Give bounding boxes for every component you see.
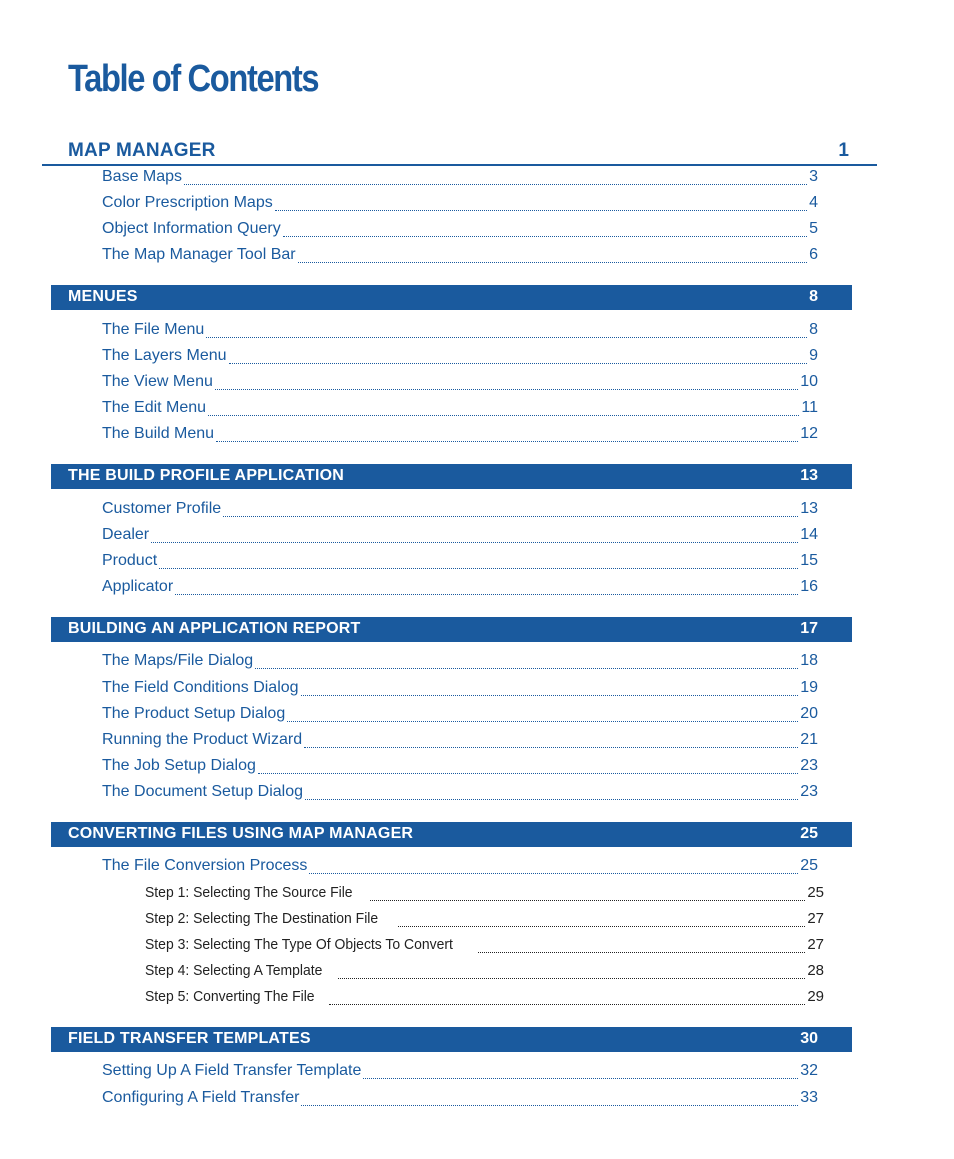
dot-leader (304, 747, 798, 748)
dot-leader (287, 721, 798, 722)
toc-entry-label: The Layers Menu (102, 347, 227, 364)
toc-entry-label: Color Prescription Maps (102, 194, 273, 211)
toc-entry-page: 18 (800, 652, 818, 669)
section-header-build-profile[interactable] (51, 464, 852, 489)
toc-subentry-page: 28 (807, 962, 824, 979)
toc-entry[interactable] (102, 526, 818, 548)
section-title: FIELD TRANSFER TEMPLATES (68, 1030, 311, 1047)
toc-entry-label: The View Menu (102, 373, 213, 390)
toc-subentry[interactable] (145, 988, 824, 1010)
section-title: BUILDING AN APPLICATION REPORT (68, 620, 361, 637)
dot-leader (398, 926, 806, 927)
toc-entry-page: 3 (809, 168, 818, 185)
toc-entry-label: The Maps/File Dialog (102, 652, 254, 669)
toc-entry-label: The Build Menu (102, 425, 215, 442)
toc-entry-page: 23 (800, 757, 818, 774)
section-header-converting-files[interactable] (51, 822, 852, 847)
toc-subentry-page: 27 (807, 910, 824, 927)
toc-entry[interactable] (102, 168, 818, 190)
toc-entry-page: 6 (809, 246, 818, 263)
toc-entry-page: 16 (800, 578, 818, 595)
toc-entry[interactable] (102, 783, 818, 805)
dot-leader (275, 210, 807, 211)
toc-subentry-label: Step 4: Selecting A Template (145, 962, 323, 979)
toc-entry-label: The Map Manager Tool Bar (102, 246, 296, 263)
section-header-field-transfer[interactable] (51, 1027, 852, 1052)
toc-entry[interactable] (102, 194, 818, 216)
toc-entry-label: Customer Profile (102, 500, 222, 517)
dot-leader (229, 363, 808, 364)
toc-subentry-page: 25 (807, 884, 824, 901)
toc-entry-label: The Edit Menu (102, 399, 207, 416)
toc-entry-page: 11 (801, 399, 818, 416)
section-header-application-report[interactable] (51, 617, 852, 642)
section-page: 25 (800, 825, 818, 842)
toc-entry[interactable] (102, 220, 818, 242)
section-title: CONVERTING FILES USING MAP MANAGER (68, 825, 414, 842)
toc-entry-label: Applicator (102, 578, 174, 595)
dot-leader (478, 952, 805, 953)
section-title: MENUES (68, 288, 138, 305)
section-page: 1 (838, 140, 849, 161)
section-page: 30 (800, 1030, 818, 1047)
toc-subentry-page: 29 (807, 988, 824, 1005)
toc-entry-page: 25 (800, 857, 818, 874)
dot-leader (175, 594, 798, 595)
dot-leader (301, 1105, 798, 1106)
toc-entry[interactable] (102, 679, 818, 701)
dot-leader (283, 236, 807, 237)
dot-leader (309, 873, 798, 874)
toc-entry-page: 20 (800, 705, 818, 722)
dot-leader (258, 773, 798, 774)
toc-entry-page: 15 (800, 552, 818, 569)
toc-subentry[interactable] (145, 910, 824, 932)
toc-entry[interactable] (102, 246, 818, 268)
toc-entry[interactable] (102, 399, 818, 421)
toc-entry-page: 12 (800, 425, 818, 442)
toc-entry-label: The File Conversion Process (102, 857, 308, 874)
toc-entry-page: 10 (800, 373, 818, 390)
toc-entry-label: The Field Conditions Dialog (102, 679, 299, 696)
toc-entry-label: Base Maps (102, 168, 183, 185)
dot-leader (370, 900, 805, 901)
dot-leader (159, 568, 798, 569)
toc-subentry[interactable] (145, 884, 824, 906)
section-title: THE BUILD PROFILE APPLICATION (68, 467, 345, 484)
section-page: 13 (800, 467, 818, 484)
page-title: Table of Contents (68, 58, 319, 100)
dot-leader (338, 978, 806, 979)
toc-entry[interactable] (102, 552, 818, 574)
toc-entry[interactable] (102, 757, 818, 779)
toc-entry-page: 14 (800, 526, 818, 543)
dot-leader (305, 799, 798, 800)
toc-entry-label: The Document Setup Dialog (102, 783, 303, 800)
dot-leader (363, 1078, 798, 1079)
toc-entry[interactable] (102, 1062, 818, 1084)
section-title: MAP MANAGER (68, 140, 216, 161)
dot-leader (206, 337, 807, 338)
toc-subentry[interactable] (145, 936, 824, 958)
toc-entry-label: Product (102, 552, 158, 569)
toc-entry-page: 19 (800, 679, 818, 696)
dot-leader (329, 1004, 805, 1005)
toc-subentry-page: 27 (807, 936, 824, 953)
dot-leader (301, 695, 799, 696)
section-header-map-manager[interactable] (42, 140, 877, 166)
toc-entry-page: 23 (800, 783, 818, 800)
toc-entry-label: The Product Setup Dialog (102, 705, 286, 722)
toc-entry[interactable] (102, 347, 818, 369)
toc-entry[interactable] (102, 1089, 818, 1111)
dot-leader (184, 184, 807, 185)
dot-leader (298, 262, 808, 263)
toc-entry[interactable] (102, 425, 818, 447)
toc-entry-label: Dealer (102, 526, 150, 543)
dot-leader (208, 415, 799, 416)
toc-entry-page: 4 (809, 194, 818, 211)
toc-entry-page: 32 (800, 1062, 818, 1079)
toc-entry[interactable] (102, 373, 818, 395)
toc-entry-page: 33 (800, 1089, 818, 1106)
toc-entry-label: The File Menu (102, 321, 205, 338)
toc-entry-label: Configuring A Field Transfer (102, 1089, 300, 1106)
section-page: 8 (809, 288, 818, 305)
toc-subentry[interactable] (145, 962, 824, 984)
toc-entry-page: 13 (800, 500, 818, 517)
toc-entry-label: Running the Product Wizard (102, 731, 303, 748)
toc-entry-label: Object Information Query (102, 220, 281, 237)
toc-entry-label: Setting Up A Field Transfer Template (102, 1062, 362, 1079)
toc-entry-label: The Job Setup Dialog (102, 757, 256, 774)
section-header-menues[interactable] (51, 285, 852, 310)
dot-leader (216, 441, 798, 442)
dot-leader (151, 542, 798, 543)
dot-leader (255, 668, 798, 669)
toc-entry[interactable] (102, 500, 818, 522)
toc-entry[interactable] (102, 321, 818, 343)
toc-entry-page: 5 (809, 220, 818, 237)
toc-entry[interactable] (102, 731, 818, 753)
toc-subentry-label: Step 1: Selecting The Source File (145, 884, 353, 901)
toc-entry-page: 8 (809, 321, 818, 338)
toc-subentry-label: Step 2: Selecting The Destination File (145, 910, 379, 927)
section-page: 17 (800, 620, 818, 637)
toc-entry[interactable] (102, 705, 818, 727)
toc-entry-page: 9 (809, 347, 818, 364)
toc-entry[interactable] (102, 578, 818, 600)
toc-entry[interactable] (102, 857, 818, 879)
toc-entry[interactable] (102, 652, 818, 674)
toc-entry-page: 21 (800, 731, 818, 748)
toc-subentry-label: Step 5: Converting The File (145, 988, 315, 1005)
dot-leader (215, 389, 798, 390)
dot-leader (223, 516, 798, 517)
toc-subentry-label: Step 3: Selecting The Type Of Objects To Convert (145, 936, 453, 953)
